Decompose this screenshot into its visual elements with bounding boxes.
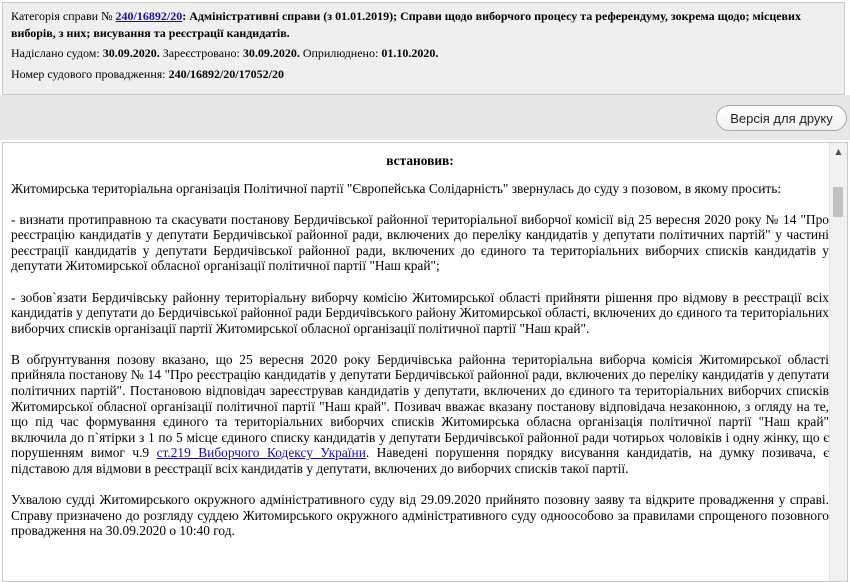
scroll-thumb[interactable] [833, 187, 843, 217]
toolbar [0, 95, 850, 140]
grounds-text-before: В обґрунтування позову вказано, що 25 вересня 2020 року Бердичівська районна територіальна виборча комісія Житомирської області прийняла постанову № 14 "Про реєстрацію кандидатів у депутати Бердичівської районної ради, включених до переліку кандидатів у депутати політичних партій". Постановою відповідач зареєстрував кандидатів у депутати, включених до єдиного та територіальних виборчих списків Житомирської обласної організації політичної партії "Наш край". Позивач вважає вказану постанову відповідача незаконною, з огляду на те, що під час формування єдиного та територіальних виборчих списків Житомирська обласна організація політичної партії "Наш край" включила до п`ятірки з 1 по 5 місце єдиного списку кандидатів у депутати Бердичівської районної ради чотирьох чоловіків і одну жінку, що є порушенням вимог ч.9 [11, 351, 829, 461]
case-info-panel [2, 2, 845, 95]
document-frame[interactable] [2, 142, 848, 582]
vertical-scrollbar[interactable] [829, 143, 847, 581]
paragraph-claim-intro: Житомирська територіальна організація Політичної партії "Європейська Солідарність" звернулась до суду з позовом, в якому просить: [11, 180, 782, 196]
category-text: : Адміністративні справи (з 01.01.2019); Справи щодо виборчого процесу та референдуму, зокрема щодо; місцевих виборів, з них; висування та реєстрації кандидатів. [11, 9, 801, 40]
paragraph-claim-2: - зобов`язати Бердичівську районну територіальну виборчу комісію Житомирської області прийняти рішення про відмову в реєстрації всіх кандидатів у депутати до Бердичівської районної ради Бердичівського району Житомирської області, включених до єдиного та територіальних виборчих списків організації партії Житомирської обласної організації політичної партії "Наш край". [11, 289, 829, 336]
scroll-up-icon[interactable]: ▲ [835, 147, 842, 156]
paragraph-claim-1: - визнати протиправною та скасувати постанову Бердичівської районної територіальної виборчої комісії від 25 вересня 2020 року № 14 "Про реєстрацію кандидатів у депутати Бердичівської районної ради, включених до переліку кандидатів у депутати політичних партій" у частині реєстрації кандидатів у депутати Бердичівської районної ради, включених до єдиного та територіальних виборчих списків кандидатів у депутати Житомирської обласної організації політичної партії "Наш край"; [11, 211, 829, 274]
proceeding-number: 240/16892/20/17052/20 [168, 67, 284, 81]
category-label: Категорія справи № [11, 9, 113, 23]
case-number-link[interactable]: 240/16892/20 [115, 9, 183, 23]
sent-label: Надіслано судом: [11, 46, 100, 60]
paragraph-grounds [11, 352, 829, 477]
print-version-button[interactable]: Версія для друку [716, 105, 847, 131]
registered-label: Зареєстровано: [162, 46, 240, 60]
document-text [11, 143, 829, 554]
published-date: 01.10.2020. [381, 46, 439, 60]
registered-date: 30.09.2020. [242, 46, 300, 60]
case-dates [11, 44, 836, 63]
sent-date: 30.09.2020. [102, 46, 160, 60]
proceeding-label: Номер судового провадження: [11, 67, 166, 81]
grounds-text-after: . Наведені порушення порядку висування кандидатів, на думку позивача, є підставою для відмови в реєстрації всіх кандидатів у депутати, включених до виборчих списків такої партії. [11, 445, 830, 476]
proceeding-number-row [11, 65, 836, 84]
case-category [11, 8, 836, 42]
electoral-code-link[interactable]: ст.219 Виборчого Кодексу України [156, 445, 366, 461]
published-label: Оприлюднено: [302, 46, 379, 60]
paragraph-ruling: Ухвалою судді Житомирського окружного адміністративного суду від 29.09.2020 прийнято позовну заяву та відкрите провадження у справі. Справу призначено до розгляду суддею Житомирського окружного адміністративного суду одноособово за правилами спрощеного позовного провадження на 30.09.2020 о 10:40 год. [11, 492, 829, 539]
document-heading: встановив: [386, 153, 454, 168]
